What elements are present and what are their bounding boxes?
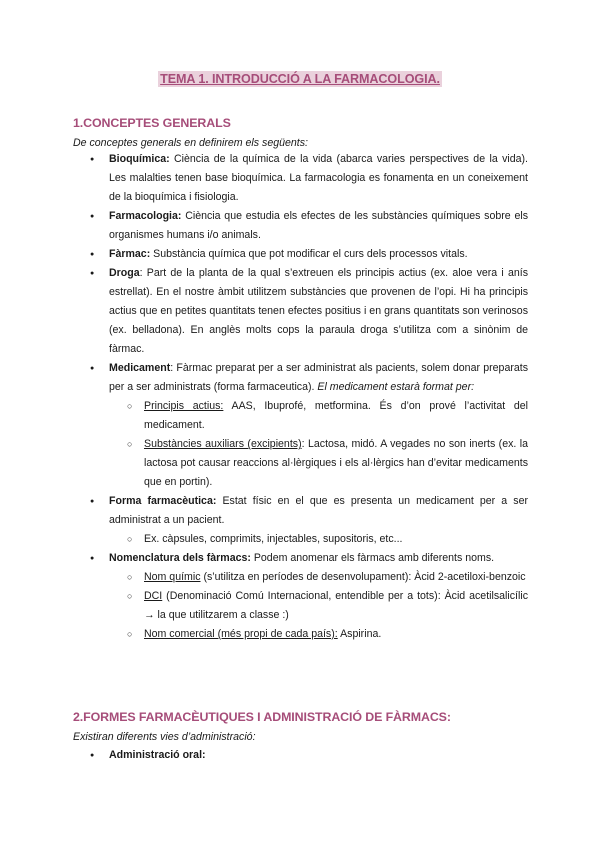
text-nom-quimic: (s’utilitza en períodes de desenvolupament): Àcid 2-acetiloxi-benzoic xyxy=(200,571,526,583)
term-farmacologia: Farmacologia: xyxy=(109,210,182,222)
text-nom-comercial: Aspirina. xyxy=(337,628,382,640)
term-administracio-oral: Administració oral: xyxy=(109,749,206,761)
list-item-nomenclatura xyxy=(0,549,600,644)
term-nomenclatura: Nomenclatura dels fàrmacs: xyxy=(109,552,251,564)
forma-sublist xyxy=(109,530,528,549)
text-exemples: Ex. càpsules, comprimits, injectables, supositoris, etc... xyxy=(144,533,403,545)
label-principis-actius: Principis actius: xyxy=(144,400,224,412)
text-principis-actius: AAS, Ibuprofé, metformina. És d’on prové l’activitat del medicament. xyxy=(144,400,529,431)
sublist-item-dci xyxy=(144,587,528,625)
label-dci: DCI xyxy=(144,590,163,602)
sublist-item-nom-quimic xyxy=(144,568,528,587)
definition-medicament: : Fàrmac preparat per a ser administrat als pacients, solem donar preparats per a ser administrats (forma farmaceutica). xyxy=(109,362,528,393)
definition-droga: : Part de la planta de la qual s’extreuen els principis actius (ex. aloe vera i anís estrellat). En el nostre àmbit utilitzem substàncies que provenen de l’opi. Hi ha principis actius que en petites quantitats tenen efectes positius i en grans quantitats son verinosos (ex. belladona). En anglès molts cops la paraula droga s’utilitza com a sinònim de fàrmac. xyxy=(109,267,528,355)
definition-farmacologia: Ciència que estudia els efectes de les substàncies químiques sobre els organismes humans i/o animals. xyxy=(109,210,528,241)
text-excipients: : Lactosa, midó. A vegades no son inerts (ex. la lactosa pot causar reaccions al·lèrgiques i els al·lèrgics han d’evitar medicaments que en portin). xyxy=(144,438,529,488)
list-item-droga xyxy=(0,264,600,359)
concepts-list xyxy=(0,150,600,644)
definition-forma-farmaceutica: Estat físic en el que es presenta un medicament per a ser administrat a un pacient. xyxy=(109,495,528,526)
term-bioquimica: Bioquímica: xyxy=(109,153,170,165)
list-item-administracio-oral xyxy=(0,746,600,765)
term-forma-farmaceutica: Forma farmacèutica: xyxy=(109,495,217,507)
label-excipients: Substàncies auxiliars (excipients) xyxy=(144,438,302,450)
list-item-bioquimica xyxy=(0,150,600,207)
list-item-farmac xyxy=(0,245,600,264)
sublist-item-excipients xyxy=(144,435,528,492)
sublist-item-exemples xyxy=(144,530,528,549)
label-nom-quimic: Nom químic xyxy=(144,571,201,583)
medicament-sublist xyxy=(109,397,528,492)
section-intro-conceptes: De conceptes generals en definirem els següents: xyxy=(73,137,308,149)
definition-farmac: Substància química que pot modificar el curs dels processos vitals. xyxy=(150,248,468,260)
document-title: TEMA 1. INTRODUCCIÓ A LA FARMACOLOGIA. xyxy=(160,72,440,86)
title-wrapper xyxy=(0,70,600,88)
term-farmac: Fàrmac: xyxy=(109,248,151,260)
label-nom-comercial: Nom comercial (més propi de cada país): xyxy=(144,628,338,640)
nomenclatura-sublist xyxy=(109,568,528,644)
sublist-item-principis-actius xyxy=(144,397,528,435)
list-item-farmacologia xyxy=(0,207,600,245)
definition-nomenclatura: Podem anomenar els fàrmacs amb diferents noms. xyxy=(250,552,495,564)
list-item-forma-farmaceutica xyxy=(0,492,600,549)
definition-bioquimica: Ciència de la química de la vida (abarca varies perspectives de la vida). Les malalties tenen base bioquímica. La farmacologia es fonamenta en un coneixement de la bioquímica i fisiologia. xyxy=(109,153,528,203)
section-heading-conceptes: 1.CONCEPTES GENERALS xyxy=(73,116,231,130)
medicament-composition-note: El medicament estarà format per: xyxy=(317,381,475,393)
sublist-item-nom-comercial xyxy=(144,625,528,644)
text-dci: (Denominació Comú Internacional, entendible per a tots): Àcid acetilsalicílic → la que utilitzarem a classe :) xyxy=(144,590,528,621)
administration-list xyxy=(0,746,600,765)
list-item-medicament xyxy=(0,359,600,492)
term-droga: Droga xyxy=(109,267,140,279)
term-medicament: Medicament xyxy=(109,362,171,374)
section-intro-formes: Existiran diferents vies d’administració: xyxy=(73,731,256,743)
section-heading-formes: 2.FORMES FARMACÈUTIQUES I ADMINISTRACIÓ DE FÀRMACS: xyxy=(73,710,451,724)
